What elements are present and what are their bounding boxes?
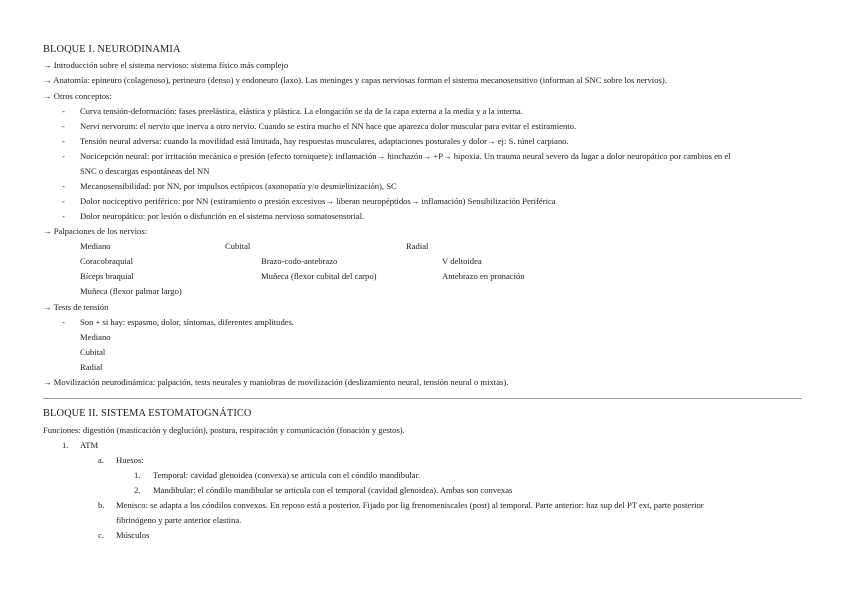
list-item: Menisco: se adapta a los cóndilos convexos. En reposo está a posterior. Fijado por lig frenomeniscales (post) al temporal. Parte anterior: haz sup del PT ext, parte posterior: [116, 500, 704, 510]
arrow-icon: →: [43, 302, 52, 312]
palpation-point: V deltoidea: [442, 256, 482, 266]
tests-line: [43, 300, 108, 315]
palpation-point: Bíceps braquial: [80, 271, 134, 281]
list-item: Dolor neuropático: por lesión o disfunción en el sistema nervioso somatosensorial.: [80, 211, 365, 221]
list-item: Mecanosensibilidad: por NN, por impulsos ectópicos (axonopatía y/o desmielinización), SC: [80, 181, 397, 191]
list-number: 2.: [134, 485, 141, 495]
dash-bullet: -: [62, 151, 65, 161]
funciones-text: Funciones: digestión (masticación y deglución), postura, respiración y comunicación (fonación y gestos).: [43, 425, 405, 435]
otros-conceptos-title: Otros conceptos:: [53, 91, 112, 101]
palpaciones-line: [43, 224, 147, 239]
list-number: 1.: [134, 470, 141, 480]
nerve-header-mediano: Mediano: [80, 241, 111, 251]
palpation-point: Brazo-codo-antebrazo: [261, 256, 338, 266]
huesos-heading: Huesos:: [116, 455, 144, 465]
list-item: Nocicepción neural: por irritación mecánica o presión (efecto torniquete): inflamación→ hinchazón→ +P→ hipoxia. Un trauma neural severo da lugar a dolor neuropático por cambios en el: [80, 151, 731, 161]
list-letter: c.: [98, 530, 104, 540]
atm-heading: ATM: [80, 440, 99, 450]
list-item: Dolor nociceptivo periférico: por NN (estiramiento o presión excesivos→ liberan neuropéptidos→ inflamación) Sensibilización Periférica: [80, 196, 556, 206]
test-nerve: Mediano: [80, 332, 111, 342]
dash-bullet: -: [62, 196, 65, 206]
list-item: Mandibular: el cóndilo mandibular se articula con el temporal (cavidad glenoidea). Ambas son convexas: [153, 485, 513, 495]
list-item: Tensión neural adversa: cuando la movilidad está limitada, hay respuestas musculares, adaptaciones posturales y dolor→ ej: S. túnel carpiano.: [80, 136, 569, 146]
dash-bullet: -: [62, 136, 65, 146]
nerve-header-radial: Radial: [406, 241, 429, 251]
section-title-bloque-2: BLOQUE II. SISTEMA ESTOMATOGNÁTICO: [43, 408, 252, 419]
arrow-icon: →: [43, 91, 52, 101]
palpation-point: Coracobraquial: [80, 256, 133, 266]
list-letter: b.: [98, 500, 105, 510]
palpation-point: Antebrazo en pronación: [442, 271, 525, 281]
section-title-bloque-1: BLOQUE I. NEURODINAMIA: [43, 44, 181, 55]
dash-bullet: -: [62, 106, 65, 116]
anatomia-text: Anatomía: epineuro (colagenoso), perineuro (denso) y endoneuro (laxo). Las meninges y capas nerviosas forman el sistema mecanosensitivo (informan al SNC sobre los nervios).: [53, 75, 667, 85]
movilizacion-text: Movilización neurodinámica: palpación, tests neurales y maniobras de movilización (deslizamiento neural, tensión neural o mixtas).: [53, 377, 509, 387]
dash-bullet: -: [62, 211, 65, 221]
tests-title: Tests de tensión: [53, 302, 109, 312]
test-nerve: Radial: [80, 362, 103, 372]
arrow-icon: →: [43, 226, 52, 236]
nerve-header-cubital: Cubital: [225, 241, 251, 251]
list-item-continuation: SNC o descargas espontáneas del NN: [80, 166, 210, 176]
intro-text: Introducción sobre el sistema nervioso: sistema físico más complejo: [53, 60, 289, 70]
musculos-heading: Músculos: [116, 530, 150, 540]
palpation-point: Muñeca (flexor cubital del carpo): [261, 271, 377, 281]
list-letter: a.: [98, 455, 104, 465]
list-item: Nervi nervorum: el nervio que inerva a otro nervio. Cuando se estira mucho el NN hace que aparezca dolor muscular para evitar el estiramiento.: [80, 121, 577, 131]
palpaciones-title: Palpaciones de los nervios:: [53, 226, 148, 236]
intro-line: [43, 58, 288, 73]
dash-bullet: -: [62, 121, 65, 131]
arrow-icon: →: [43, 60, 52, 70]
section-divider: [43, 398, 802, 399]
test-nerve: Cubital: [80, 347, 106, 357]
dash-bullet: -: [62, 181, 65, 191]
otros-conceptos-line: [43, 89, 112, 104]
palpation-point: Muñeca (flexor palmar largo): [80, 286, 182, 296]
dash-bullet: -: [62, 317, 65, 327]
list-item: Curva tensión-deformación: fases preelástica, elástica y plástica. La elongación se da de la capa externa a la media y a la interna.: [80, 106, 523, 116]
list-item: Temporal: cavidad glenoidea (convexa) se articula con el cóndilo mandibular.: [153, 470, 421, 480]
list-number: 1.: [62, 440, 69, 450]
arrow-icon: →: [43, 377, 52, 387]
anatomia-line: [43, 73, 667, 88]
arrow-icon: →: [43, 75, 52, 85]
movilizacion-line: [43, 375, 508, 390]
list-item: Son + si hay: espasmo, dolor, síntomas, diferentes amplitudes.: [80, 317, 295, 327]
list-item-continuation: fibrinógeno y parte anterior elastina.: [116, 515, 242, 525]
